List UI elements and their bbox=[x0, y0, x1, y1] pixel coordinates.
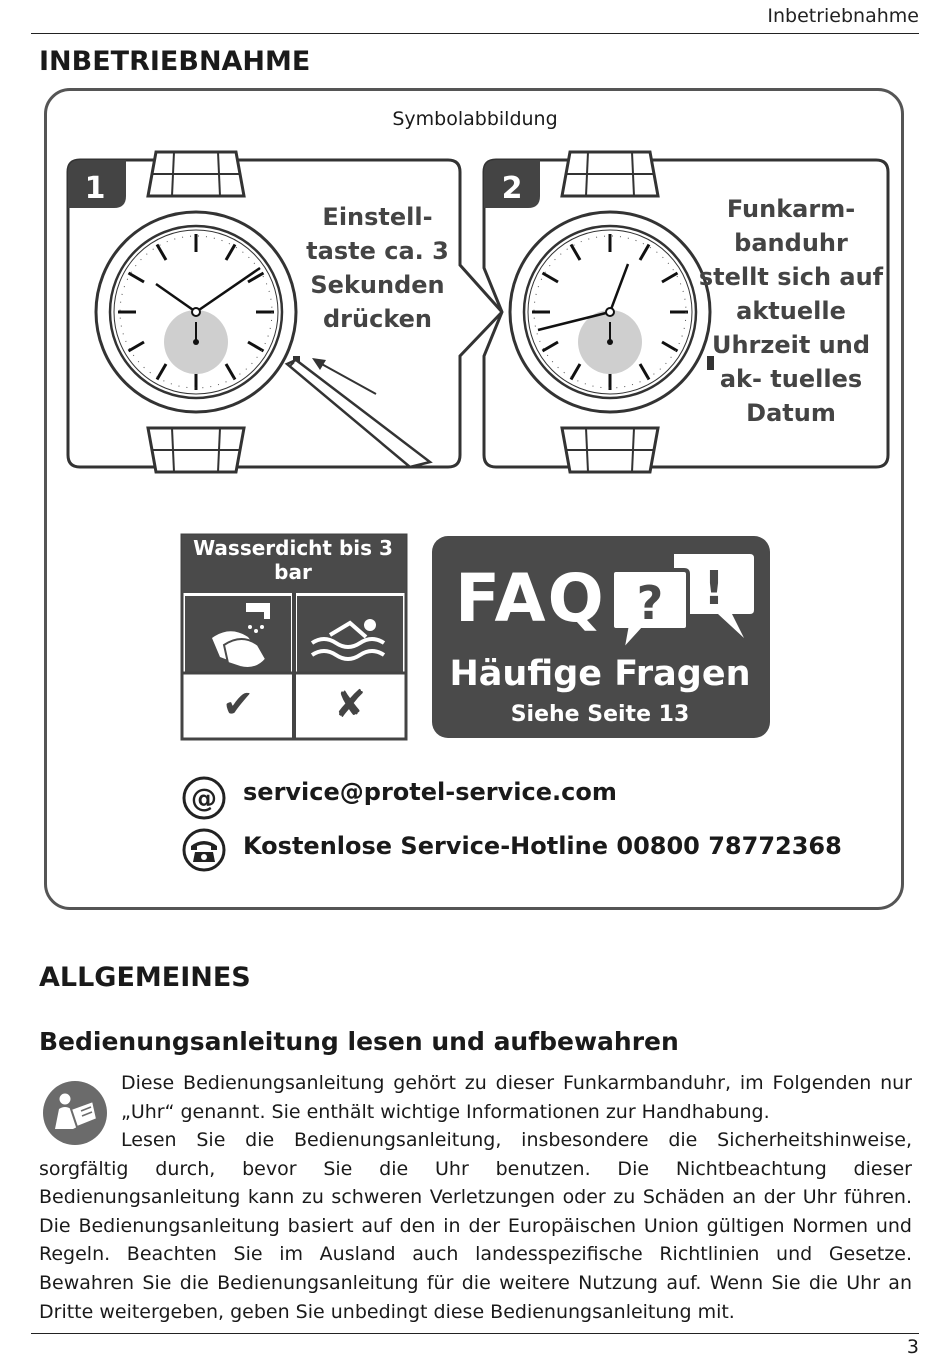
faq-label: FAQ bbox=[455, 560, 606, 637]
waterproof-title: Wasserdicht bis 3 bar bbox=[193, 536, 393, 584]
service-hotline: Kostenlose Service-Hotline 00800 78772368 bbox=[243, 832, 842, 860]
page-number: 3 bbox=[906, 1336, 919, 1358]
section-heading-allgemeines: ALLGEMEINES bbox=[39, 962, 251, 993]
email-icon bbox=[182, 776, 226, 820]
cross-icon: ✘ bbox=[334, 682, 366, 726]
step2-instruction: Funkarm- banduhr stellt sich auf aktuelle Uhrzeit und ak- tuelles Datum bbox=[698, 195, 884, 427]
paragraph-instructions: Lesen Sie die Bedienungsanleitung, insbesondere die Sicherheitshinweise, sorgfältig durch, bevor Sie die Uhr benutzen. Die Nichtbeachtung dieser Bedienungsanleitung kann zu schweren Verletzungen oder zu Schäden an der Uhr führen. Die Bedienungsanleitung basiert auf den in der Europäischen Union gültigen Normen und Regeln. Beachten Sie im Ausland auch landesspezifische Richtlinien und Gesetze. Bewahren Sie die Bedienungsanleitung für die weitere Nutzung auf. Wenn Sie die Uhr an Dritte weitergeben, geben Sie unbedingt diese Bedienungsanleitung mit. bbox=[39, 1129, 912, 1323]
step1-instruction: Einstell- taste ca. 3 Sekunden drücken bbox=[306, 203, 449, 333]
step1-number: 1 bbox=[84, 171, 106, 206]
subheading-bedienungsanleitung: Bedienungsanleitung lesen und aufbewahren bbox=[39, 1027, 679, 1056]
service-email[interactable]: service@protel-service.com bbox=[243, 778, 617, 806]
footer-rule bbox=[31, 1333, 919, 1334]
running-header: Inbetriebnahme bbox=[767, 5, 919, 27]
telephone-icon bbox=[182, 828, 226, 872]
svg-text:@: @ bbox=[191, 784, 217, 814]
section-heading-inbetriebnahme: INBETRIEBNAHME bbox=[39, 46, 311, 77]
illustration-caption: Symbolabbildung bbox=[392, 108, 558, 130]
question-mark: ? bbox=[636, 576, 664, 630]
step2-number: 2 bbox=[501, 171, 523, 206]
exclamation-mark: ! bbox=[703, 561, 725, 615]
faq-page-reference: Siehe Seite 13 bbox=[510, 702, 690, 727]
paragraph-intro: Diese Bedienungsanleitung gehört zu dieser Funkarmbanduhr, im Folgenden nur „Uhr“ genannt. Sie enthält wichtige Informationen zur Handhabung. bbox=[121, 1072, 912, 1123]
checkmark-icon: ✔ bbox=[222, 682, 254, 726]
faq-title: Häufige Fragen bbox=[449, 654, 751, 694]
